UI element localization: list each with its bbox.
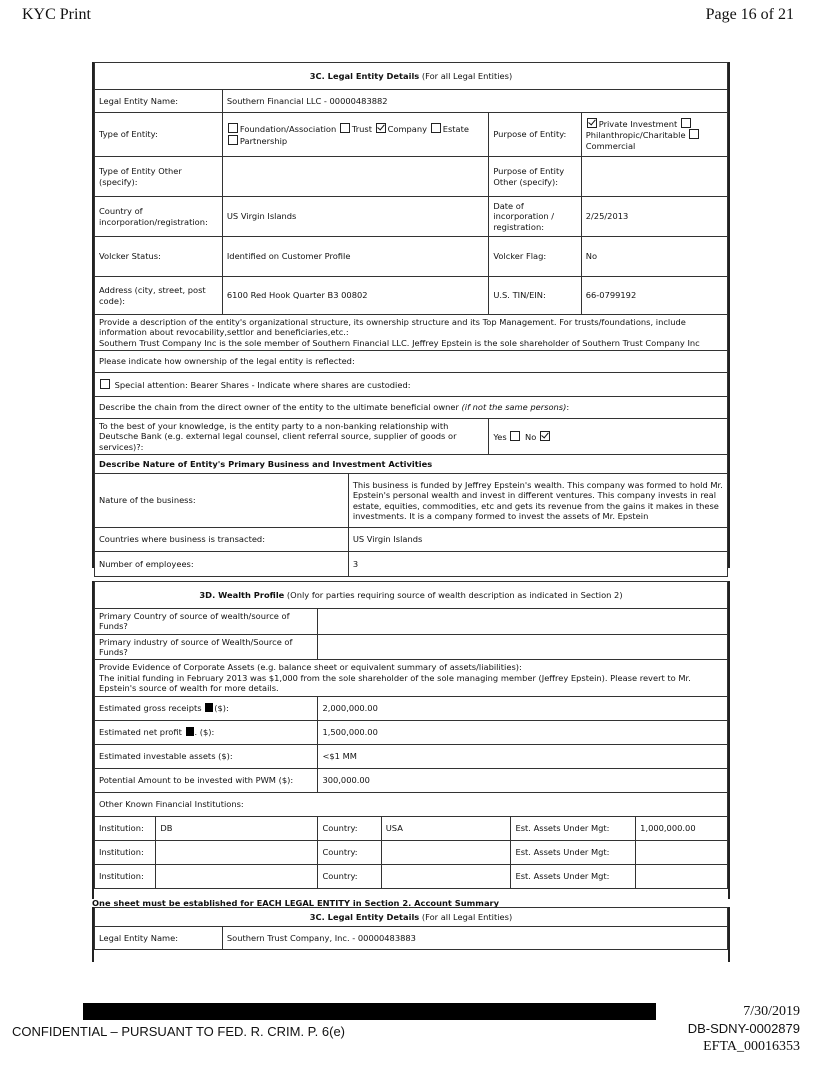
efta-number: EFTA_00016353 [703, 1039, 800, 1054]
option-philanthropic-label: Philanthropic/Charitable [585, 130, 686, 141]
countries-value: US Virgin Islands [348, 528, 727, 552]
next-section-title-row [95, 908, 728, 927]
wealth-section-title: 3D. Wealth Profile (Only for parties requiring source of wealth description as indicated in Section 2) [95, 582, 728, 609]
nature-heading: Describe Nature of Entity's Primary Business and Investment Activities [95, 455, 728, 474]
evidence-cell [95, 660, 728, 696]
ownership-row [95, 351, 728, 373]
institution-aum-label: Est. Assets Under Mgt: [511, 816, 636, 840]
volcker-flag-value: No [581, 237, 727, 277]
gross-receipts-label: Estimated gross receipts ($): [95, 696, 318, 720]
entity-name-label: Legal Entity Name: [95, 90, 223, 113]
purpose-options [581, 113, 727, 157]
country-label: Country of incorporation/registration: [95, 197, 223, 237]
ownership-chain-prompt: Describe the chain from the direct owner of the entity to the ultimate beneficial owner (if not the same persons): [95, 397, 728, 419]
address-row [95, 277, 728, 315]
primary-country-value [318, 609, 728, 635]
primary-country-label: Primary Country of source of wealth/source of Funds? [95, 609, 318, 635]
structure-answer: Southern Trust Company Inc is the sole member of Southern Financial LLC. Jeffrey Epstein is the sole shareholder of Southern Trust Company Inc [99, 337, 700, 348]
entity-name-value: Southern Financial LLC - 00000483882 [222, 90, 727, 113]
potential-amount-row [95, 768, 728, 792]
countries-row [95, 528, 728, 552]
print-header-title: KYC Print [22, 6, 91, 23]
incorporation-date-label: Date of incorporation / registration: [489, 197, 581, 237]
checkbox-no-checked[interactable] [540, 431, 550, 441]
other-institutions-row [95, 792, 728, 816]
structure-cell [95, 315, 728, 351]
institution-aum-label: Est. Assets Under Mgt: [511, 864, 636, 888]
wealth-profile-form [92, 581, 730, 899]
institution-aum [636, 840, 728, 864]
institution-country-label: Country: [318, 840, 381, 864]
checkbox-foundation[interactable] [228, 123, 238, 133]
checkbox-yes[interactable] [510, 431, 520, 441]
institution-aum [636, 864, 728, 888]
other-institutions-label: Other Known Financial Institutions: [95, 792, 728, 816]
volcker-status-label: Volcker Status: [95, 237, 223, 277]
entity-other-row [95, 157, 728, 197]
yes-label: Yes [493, 431, 507, 442]
institution-row [95, 864, 728, 888]
institution-label: Institution: [95, 816, 156, 840]
wealth-title-row [95, 582, 728, 609]
no-label: No [525, 431, 537, 442]
volcker-flag-label: Volcker Flag: [489, 237, 581, 277]
option-trust-label: Trust [351, 124, 372, 135]
footer-date: 7/30/2019 [743, 1004, 800, 1019]
checkbox-commercial[interactable] [689, 129, 699, 139]
tin-value: 66-0799192 [581, 277, 727, 315]
bearer-shares-text: Special attention: Bearer Shares - Indicate where shares are custodied: [114, 379, 411, 390]
employees-value: 3 [348, 552, 727, 577]
checkbox-company-checked[interactable] [376, 123, 386, 133]
option-estate-label: Estate [442, 124, 469, 135]
nature-value: This business is funded by Jeffrey Epstein's wealth. This company was formed to hold Mr. Epstein's personal wealth and invest in different ventures. This company invests in real estate, equities, commodities, etc and gets its revenue from the gains it makes in these investments. It is a company formed to invest the assets of Mr. Epstein [348, 474, 727, 528]
legal-entity-details-table [94, 62, 728, 577]
gross-receipts-row [95, 696, 728, 720]
option-foundation-label: Foundation/Association [239, 124, 337, 135]
nature-row [95, 474, 728, 528]
institution-aum-label: Est. Assets Under Mgt: [511, 840, 636, 864]
option-partnership-label: Partnership [239, 135, 288, 146]
nature-label: Nature of the business: [95, 474, 349, 528]
type-other-value [222, 157, 488, 197]
ownership-prompt: Please indicate how ownership of the legal entity is reflected: [95, 351, 728, 373]
non-banking-row [95, 419, 728, 455]
next-entity-name-label: Legal Entity Name: [95, 927, 223, 950]
evidence-answer: The initial funding in February 2013 was $1,000 from the sole shareholder of the sole managing member (Jeffrey Epstein). Please revert to Mr. Epstein's source of wealth for more details. [99, 672, 691, 694]
checkbox-estate[interactable] [431, 123, 441, 133]
next-entity-name-row [95, 927, 728, 950]
next-entity-name-value: Southern Trust Company, Inc. - 00000483883 [222, 927, 727, 950]
institution-aum: 1,000,000.00 [636, 816, 728, 840]
institution-name: DB [156, 816, 318, 840]
institution-country [381, 840, 511, 864]
investable-assets-label: Estimated investable assets ($): [95, 744, 318, 768]
bearer-shares-row [95, 373, 728, 397]
employees-label: Number of employees: [95, 552, 349, 577]
incorporation-date-value: 2/25/2013 [581, 197, 727, 237]
net-profit-row [95, 720, 728, 744]
entity-name-row [95, 90, 728, 113]
institution-country-label: Country: [318, 864, 381, 888]
next-legal-entity-table [94, 907, 728, 950]
investable-assets-value: <$1 MM [318, 744, 728, 768]
ownership-chain-row [95, 397, 728, 419]
bearer-shares-cell [95, 373, 728, 397]
bates-number: DB-SDNY-0002879 [687, 1021, 800, 1036]
section-title-row [95, 63, 728, 90]
structure-row [95, 315, 728, 351]
evidence-row [95, 660, 728, 696]
institution-row [95, 840, 728, 864]
potential-amount-label: Potential Amount to be invested with PWM ($): [95, 768, 318, 792]
net-profit-value: 1,500,000.00 [318, 720, 728, 744]
redaction-block [186, 727, 194, 736]
next-section-title: 3C. Legal Entity Details (For all Legal Entities) [95, 908, 728, 927]
net-profit-label: Estimated net profit . ($): [95, 720, 318, 744]
confidentiality-notice: CONFIDENTIAL – PURSUANT TO FED. R. CRIM. P. 6(e) [12, 1024, 346, 1039]
wealth-profile-table [94, 581, 728, 889]
non-banking-prompt: To the best of your knowledge, is the entity party to a non-banking relationship with Deutsche Bank (e.g. external legal counsel, client referral source, supplier of goods or services)?: [95, 419, 489, 455]
primary-industry-label: Primary industry of source of Wealth/Source of Funds? [95, 634, 318, 660]
country-value: US Virgin Islands [222, 197, 488, 237]
legal-entity-details-form [92, 62, 730, 568]
type-other-label: Type of Entity Other (specify): [95, 157, 223, 197]
nature-heading-row [95, 455, 728, 474]
option-company-label: Company [387, 124, 428, 135]
checkbox-partnership[interactable] [228, 135, 238, 145]
evidence-prompt: Provide Evidence of Corporate Assets (e.g. balance sheet or equivalent summary of assets/liabilities): [99, 662, 522, 673]
institution-name [156, 840, 318, 864]
gross-receipts-value: 2,000,000.00 [318, 696, 728, 720]
primary-industry-row [95, 634, 728, 660]
potential-amount-value: 300,000.00 [318, 768, 728, 792]
primary-country-row [95, 609, 728, 635]
primary-industry-value [318, 634, 728, 660]
option-commercial-label: Commercial [585, 140, 636, 151]
next-legal-entity-form [92, 907, 730, 962]
structure-prompt: Provide a description of the entity's organizational structure, its ownership structure and its Top Management. For trusts/foundations, include information about revocability,settlor and beneficiaries,etc.: [99, 317, 686, 338]
purpose-label: Purpose of Entity: [489, 113, 581, 157]
institution-row [95, 816, 728, 840]
institution-country: USA [381, 816, 511, 840]
employees-row [95, 552, 728, 577]
institution-country-label: Country: [318, 816, 381, 840]
institution-label: Institution: [95, 840, 156, 864]
redaction-block [205, 703, 213, 712]
entity-type-row [95, 113, 728, 157]
checkbox-philanthropic[interactable] [681, 118, 691, 128]
address-value: 6100 Red Hook Quarter B3 00802 [222, 277, 488, 315]
address-label: Address (city, street, post code): [95, 277, 223, 315]
tin-label: U.S. TIN/EIN: [489, 277, 581, 315]
section-title: 3C. Legal Entity Details (For all Legal Entities) [95, 63, 728, 90]
checkbox-private-investment-checked[interactable] [587, 118, 597, 128]
checkbox-trust[interactable] [340, 123, 350, 133]
entity-type-options [222, 113, 488, 157]
sheet-note-text: One sheet must be established for EACH LEGAL ENTITY in Section 2. Account Summary [92, 898, 500, 908]
option-private-investment-label: Private Investment [598, 118, 678, 129]
countries-label: Countries where business is transacted: [95, 528, 349, 552]
volcker-row [95, 237, 728, 277]
page-number: Page 16 of 21 [705, 6, 794, 23]
institution-label: Institution: [95, 864, 156, 888]
checkbox-bearer-shares[interactable] [100, 379, 110, 389]
institution-name [156, 864, 318, 888]
redaction-bar [83, 1003, 656, 1020]
non-banking-answer [489, 419, 728, 455]
purpose-other-label: Purpose of Entity Other (specify): [489, 157, 581, 197]
investable-assets-row [95, 744, 728, 768]
institution-country [381, 864, 511, 888]
country-row [95, 197, 728, 237]
volcker-status-value: Identified on Customer Profile [222, 237, 488, 277]
entity-type-label: Type of Entity: [95, 113, 223, 157]
purpose-other-value [581, 157, 727, 197]
